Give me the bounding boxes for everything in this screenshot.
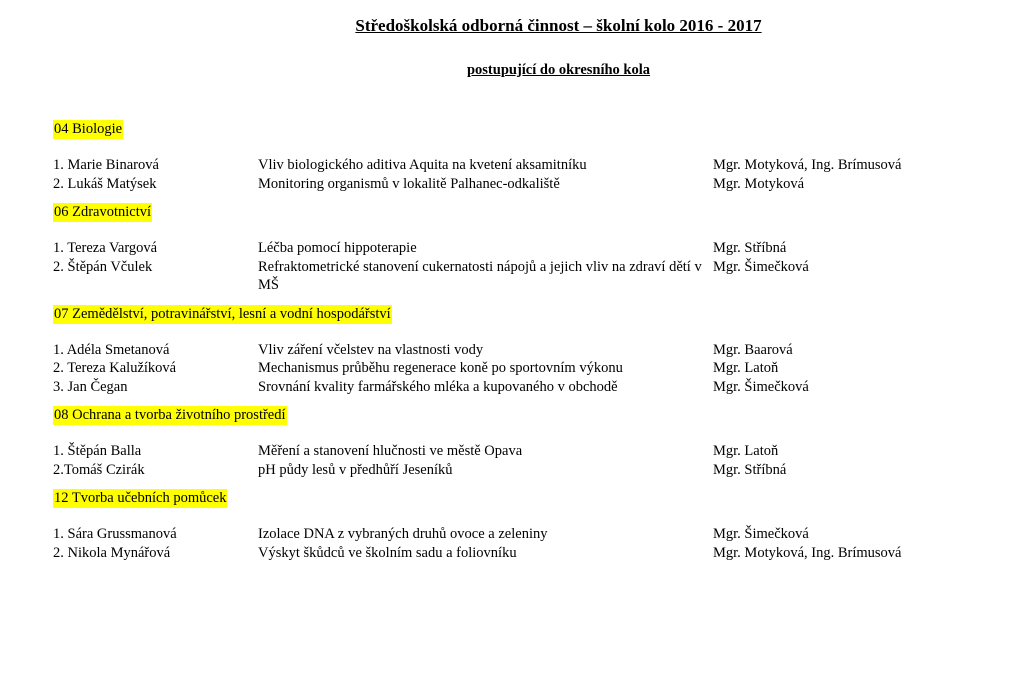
project-topic: Refraktometrické stanovení cukernatosti nápojů a jejich vliv na zdraví dětí v MŠ: [258, 258, 702, 293]
section: [53, 489, 1013, 562]
section: [53, 120, 1013, 193]
supervisor: Mgr. Šimečková: [713, 378, 809, 395]
student-row: [53, 239, 1013, 258]
student-rows: [53, 239, 1013, 295]
project-topic: Srovnání kvality farmářského mléka a kupovaného v obchodě: [258, 378, 618, 395]
student-name: 1. Sára Grussmanová: [53, 526, 177, 542]
student-name: 3. Jan Čegan: [53, 378, 128, 395]
student-row: [53, 544, 1013, 563]
student-rows: [53, 525, 1013, 562]
student-rows: [53, 442, 1013, 479]
supervisor: Mgr. Stříbná: [713, 461, 787, 478]
project-topic: Izolace DNA z vybraných druhů ovoce a zeleniny: [258, 526, 548, 542]
student-row: [53, 442, 1013, 461]
section-heading: 06 Zdravotnictví: [54, 204, 152, 220]
supervisor: Mgr. Stříbná: [713, 240, 787, 256]
student-row: [53, 175, 1013, 194]
document-subtitle: postupující do okresního kola: [466, 62, 651, 78]
supervisor: Mgr. Motyková, Ing. Brímusová: [713, 544, 902, 561]
student-rows: [53, 341, 1013, 397]
section-heading: 04 Biologie: [54, 121, 123, 137]
student-row: [53, 359, 1013, 378]
student-name: 2. Nikola Mynářová: [53, 544, 171, 561]
project-topic: Měření a stanovení hlučnosti ve městě Opava: [258, 443, 523, 459]
project-topic: Mechanismus průběhu regenerace koně po sportovním výkonu: [258, 360, 623, 376]
supervisor: Mgr. Baarová: [713, 341, 793, 358]
student-name: 2. Lukáš Matýsek: [53, 175, 157, 192]
student-name: 1. Adéla Smetanová: [53, 341, 170, 358]
project-topic: Vliv záření včelstev na vlastnosti vody: [258, 341, 484, 358]
supervisor: Mgr. Latoň: [713, 360, 779, 376]
project-topic: Monitoring organismů v lokalitě Palhanec-odkaliště: [258, 175, 560, 192]
student-name: 1. Štěpán Balla: [53, 443, 142, 459]
section-heading: 08 Ochrana a tvorba životního prostředí: [54, 407, 286, 423]
project-topic: Vliv biologického aditiva Aquita na kvetení aksamitníku: [258, 157, 587, 173]
section-heading: 12 Tvorba učebních pomůcek: [54, 490, 227, 506]
student-row: [53, 258, 1013, 295]
section: [53, 406, 1013, 479]
section: [53, 305, 1013, 397]
supervisor: Mgr. Latoň: [713, 443, 779, 459]
student-row: [53, 461, 1013, 480]
section-heading: 07 Zemědělství, potravinářství, lesní a vodní hospodářství: [54, 305, 391, 322]
project-topic: Léčba pomocí hippoterapie: [258, 240, 417, 256]
student-name: 2. Tereza Kalužíková: [53, 360, 177, 376]
student-name: 2. Štěpán Včulek: [53, 258, 153, 275]
student-row: [53, 378, 1013, 397]
sections-list: [53, 120, 1013, 572]
supervisor: Mgr. Motyková: [713, 175, 805, 192]
student-name: 2.Tomáš Czirák: [53, 461, 145, 478]
student-rows: [53, 156, 1013, 193]
document-title: Středoškolská odborná činnost – školní kolo 2016 - 2017: [355, 16, 762, 35]
project-topic: Výskyt škůdců ve školním sadu a foliovníku: [258, 544, 517, 561]
project-topic: pH půdy lesů v předhůří Jeseníků: [258, 461, 453, 478]
student-row: [53, 341, 1013, 360]
supervisor: Mgr. Motyková, Ing. Brímusová: [713, 157, 902, 173]
student-name: 1. Marie Binarová: [53, 157, 159, 173]
student-row: [53, 525, 1013, 544]
section: [53, 203, 1013, 295]
supervisor: Mgr. Šimečková: [713, 526, 809, 542]
student-name: 1. Tereza Vargová: [53, 240, 158, 256]
supervisor: Mgr. Šimečková: [713, 258, 809, 275]
student-row: [53, 156, 1013, 175]
